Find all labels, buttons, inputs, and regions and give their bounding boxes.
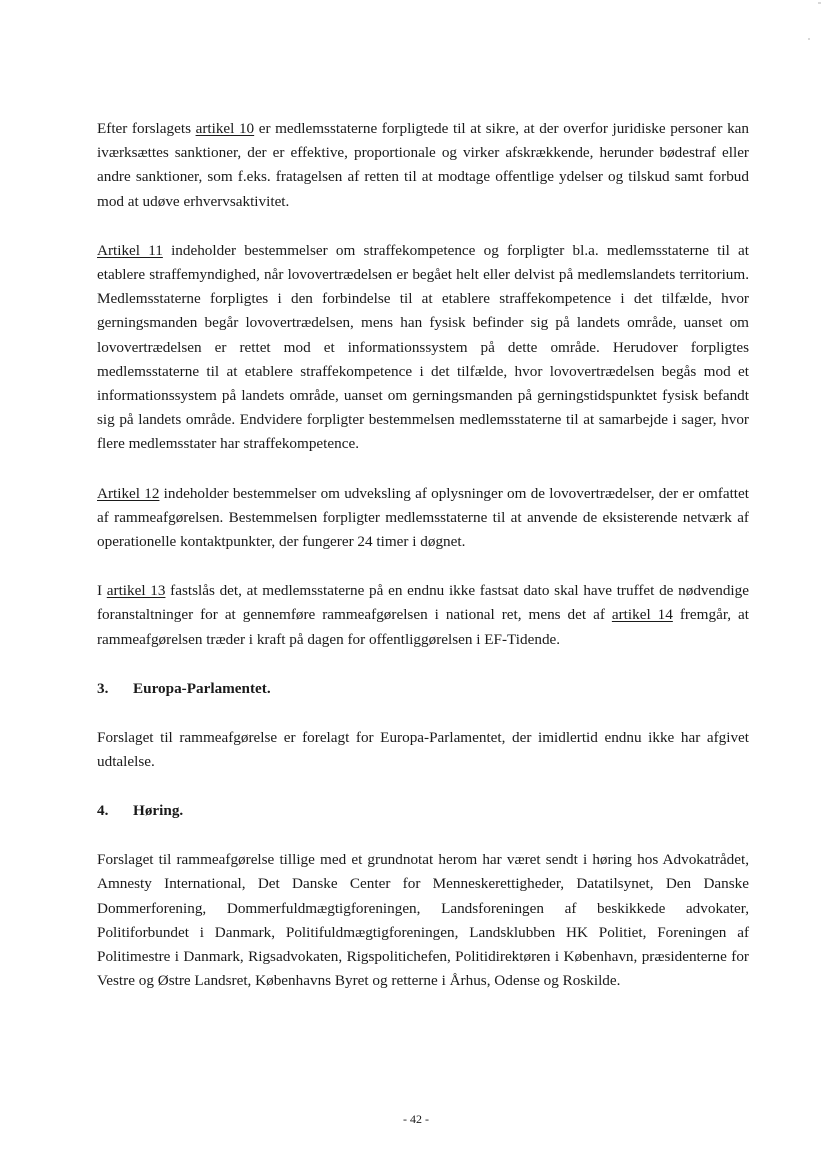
- section-title: Høring.: [133, 802, 184, 820]
- text-segment: Efter forslagets: [97, 120, 196, 137]
- section-number: 3.: [97, 679, 109, 697]
- section-heading-hoering: [97, 799, 749, 823]
- text-segment: indeholder bestemmelser om udveksling af oplysninger om de lovovertrædelser, der er omfattet af rammeafgørelsen. Bestemmelsen forpligter medlemsstaterne til at anvende de eksisterende netværk af operationelle kontaktpunkter, der fungerer 24 timer i døgnet.: [97, 484, 749, 551]
- section-heading-europa-parlamentet: [97, 677, 749, 701]
- document-body: [97, 117, 749, 1018]
- section-text-europa-parlamentet: Forslaget til rammeafgørelse er forelagt for Europa-Parlamentet, der imidlertid endnu ikke har afgivet udtalelse.: [97, 728, 749, 771]
- paragraph-artikel-11: [97, 239, 749, 457]
- section-text-hoering: Forslaget til rammeafgørelse tillige med et grundnotat herom har været sendt i høring hos Advokatrådet, Amnesty International, Det Danske Center for Menneskerettigheder, Datatilsynet, Den Danske Dommerforening, Dommerfuldmægtigforeningen, Landsforeningen af beskikkede advokater, Politiforbundet i Danmark, Politifuldmægtigforeningen, Landsklubben HK Politiet, Foreningen af Politimestre i Danmark, Rigsadvokaten, Rigspolitichefen, Politidirektøren i København, præsidenterne for Vestre og Østre Landsret, Københavns Byret og retterne i Århus, Odense og Roskilde.: [97, 851, 749, 990]
- text-segment: fremgår, at rammeafgørelsen træder i kraft på dagen for offentliggørelsen i EF-Tidende.: [97, 606, 750, 648]
- article-reference: Artikel 12: [97, 484, 160, 502]
- text-segment: indeholder bestemmelser om straffekompetence og forpligter bl.a. medlemsstaterne til at etablere straffemyndighed, når lovovertrædelsen er begået helt eller delvist på medlemslandets territorium. Medlemsstaterne forpligtes i den forbindelse til at etablere straffekompetence i det tilfælde, hvor gerningsmanden begår lovovertrædelsen, mens han fysisk befinder sig på landets område, uanset om lovovertrædelsen er rettet mod et informationssystem på dette område. Herudover forpligtes medlemsstaterne til at etablere straffekompetence i det tilfælde, hvor lovovertrædelsen begås mod et informationssystem på landets område, uanset om gerningsmanden på gerningstidspunktet fysisk befandt sig på landets område. Endvidere forpligter bestemmelsen medlemsstaterne til at samarbejde i sager, hvor flere medlemsstater har straffekompetence.: [97, 241, 749, 453]
- article-reference: artikel 13: [106, 582, 166, 600]
- text-segment: fastslås det, at medlemsstaterne på en endnu ikke fastsat dato skal have truffet de nødvendige foranstaltninger for at gennemføre rammeafgørelsen i national ret, mens det af: [97, 582, 749, 624]
- text-segment: I: [97, 582, 107, 600]
- section-number: 4.: [97, 802, 109, 820]
- article-reference: artikel 14: [611, 606, 673, 624]
- page-number: - 42 -: [403, 1112, 429, 1126]
- paragraph-artikel-12: [97, 482, 749, 555]
- paragraph-artikel-13-14: [97, 579, 749, 652]
- scan-mark: [808, 38, 810, 40]
- article-reference: Artikel 11: [97, 241, 163, 259]
- section-title: Europa-Parlamentet.: [133, 679, 271, 697]
- text-segment: er medlemsstaterne forpligtede til at sikre, at der overfor juridiske personer kan iværksættes sanktioner, der er effektive, proportionale og virker afskrækkende, herunder bødestraf eller andre sanktioner, som f.eks. fratagelsen af retten til at modtage offentlige ydelser og tilskud samt forbud mod at udøve erhvervsaktivitet.: [97, 120, 750, 210]
- scan-mark: [818, 2, 821, 4]
- article-reference: artikel 10: [195, 120, 255, 137]
- paragraph-artikel-10: [97, 117, 749, 214]
